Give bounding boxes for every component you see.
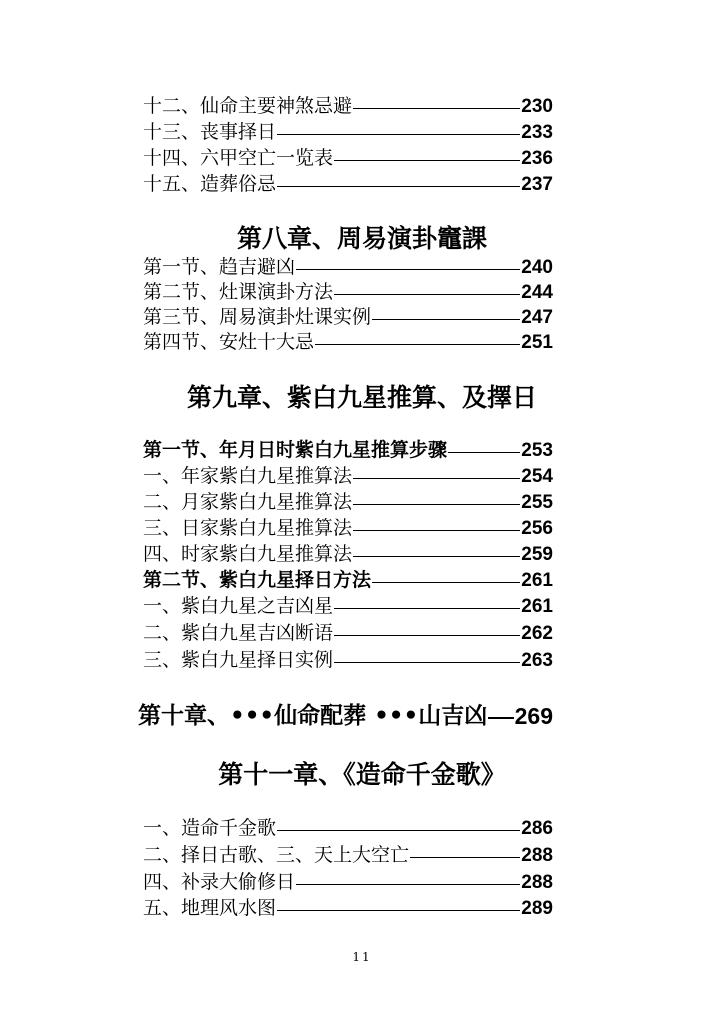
toc-entry — [143, 566, 553, 592]
toc-entry — [143, 462, 553, 488]
dot-leader — [410, 857, 520, 858]
chapter-entry-page: 269 — [514, 703, 553, 729]
toc-entry — [143, 894, 553, 920]
toc-entry — [143, 118, 553, 144]
toc-entry-page: 233 — [521, 122, 553, 143]
dot-leader — [334, 160, 520, 161]
toc-entry-page: 256 — [521, 518, 553, 539]
toc-entry-label: 三、紫白九星择日实例 — [143, 649, 334, 671]
toc-entry-page: 240 — [521, 257, 553, 278]
toc-entry-label: 五、地理风水图 — [143, 897, 277, 919]
toc-entry-page: 261 — [521, 570, 553, 591]
toc-entry — [143, 619, 553, 645]
toc-entry-label: 一、造命千金歌 — [143, 817, 277, 839]
toc-entry-page: 254 — [521, 466, 553, 487]
dot-leader — [448, 452, 520, 453]
dot-leader — [353, 530, 520, 531]
toc-entry-page: 236 — [521, 148, 553, 169]
toc-entry-page: 262 — [521, 623, 553, 644]
toc-entry-label: 一、年家紫白九星推算法 — [143, 465, 353, 487]
toc-entry-label: 第三节、周易演卦灶课实例 — [143, 306, 372, 328]
page-number: 11 — [352, 950, 372, 964]
toc-entry-page: 286 — [521, 818, 553, 839]
toc-entry — [143, 92, 553, 118]
toc-entry-label: 二、紫白九星吉凶断语 — [143, 622, 334, 644]
chapter-heading: 第十一章、《造命千金歌》 — [218, 760, 506, 789]
chapter-entry-label: 第十章、•••仙命配葬 •••山吉凶 — [138, 703, 488, 729]
toc-entry — [143, 868, 553, 894]
toc-entry-label: 十二、仙命主要神煞忌避 — [143, 95, 353, 117]
toc-entry-label: 十五、造葬俗忌 — [143, 173, 277, 195]
toc-entry — [143, 814, 553, 840]
toc-entry-page: 289 — [521, 898, 553, 919]
toc-entry-label: 第二节、紫白九星择日方法 — [143, 569, 372, 591]
toc-entry-label: 四、时家紫白九星推算法 — [143, 543, 353, 565]
toc-entry-label: 第四节、安灶十大忌 — [143, 331, 315, 353]
toc-entry-page: 253 — [521, 440, 553, 461]
dot-leader — [277, 910, 520, 911]
toc-entry-page: 230 — [521, 96, 553, 117]
toc-entry — [143, 278, 553, 304]
dot-leader — [296, 884, 520, 885]
toc-entry-page: 244 — [521, 282, 553, 303]
toc-entry-label: 一、紫白九星之吉凶星 — [143, 595, 334, 617]
toc-entry-label: 第二节、灶课演卦方法 — [143, 281, 334, 303]
toc-entry-label: 十三、丧事择日 — [143, 121, 277, 143]
toc-entry-page: 261 — [521, 596, 553, 617]
toc-entry-page: 237 — [521, 174, 553, 195]
chapter-heading: 第九章、紫白九星推算、及擇日 — [186, 383, 537, 412]
toc-entry — [143, 514, 553, 540]
dot-leader — [353, 556, 520, 557]
toc-entry — [143, 253, 553, 279]
dot-leader — [353, 504, 520, 505]
toc-entry — [143, 328, 553, 354]
toc-entry-label: 三、日家紫白九星推算法 — [143, 517, 353, 539]
toc-entry — [143, 436, 553, 462]
dot-leader — [277, 186, 520, 187]
toc-entry-label: 二、择日古歌、三、天上大空亡 — [143, 844, 410, 866]
dot-leader — [296, 269, 520, 270]
toc-entry-page: 259 — [521, 544, 553, 565]
toc-entry — [143, 841, 553, 867]
toc-entry — [143, 144, 553, 170]
dot-leader — [334, 294, 520, 295]
dot-leader — [334, 662, 520, 663]
toc-entry — [143, 592, 553, 618]
dot-leader — [372, 582, 520, 583]
toc-entry-label: 第一节、年月日时紫白九星推算步骤 — [143, 439, 448, 461]
dot-leader — [488, 717, 513, 719]
toc-entry-label: 二、月家紫白九星推算法 — [143, 491, 353, 513]
toc-entry — [143, 488, 553, 514]
dot-leader — [315, 344, 520, 345]
dot-leader — [277, 830, 520, 831]
toc-entry-page: 263 — [521, 650, 553, 671]
dot-leader — [277, 134, 520, 135]
dot-leader — [353, 478, 520, 479]
toc-entry-page: 288 — [521, 872, 553, 893]
toc-entry-label: 四、补录大偷修日 — [143, 871, 296, 893]
toc-entry — [143, 646, 553, 672]
chapter-toc-entry — [138, 698, 553, 730]
dot-leader — [334, 635, 520, 636]
toc-entry — [143, 170, 553, 196]
toc-entry-page: 288 — [521, 845, 553, 866]
dot-leader — [334, 608, 520, 609]
dot-leader — [372, 319, 520, 320]
toc-entry-page: 247 — [521, 307, 553, 328]
toc-entry-label: 十四、六甲空亡一览表 — [143, 147, 334, 169]
toc-entry — [143, 303, 553, 329]
chapter-heading: 第八章、周易演卦竈課 — [236, 224, 487, 253]
toc-entry — [143, 540, 553, 566]
toc-entry-page: 251 — [521, 332, 553, 353]
toc-entry-label: 第一节、趋吉避凶 — [143, 256, 296, 278]
toc-entry-page: 255 — [521, 492, 553, 513]
dot-leader — [353, 108, 520, 109]
